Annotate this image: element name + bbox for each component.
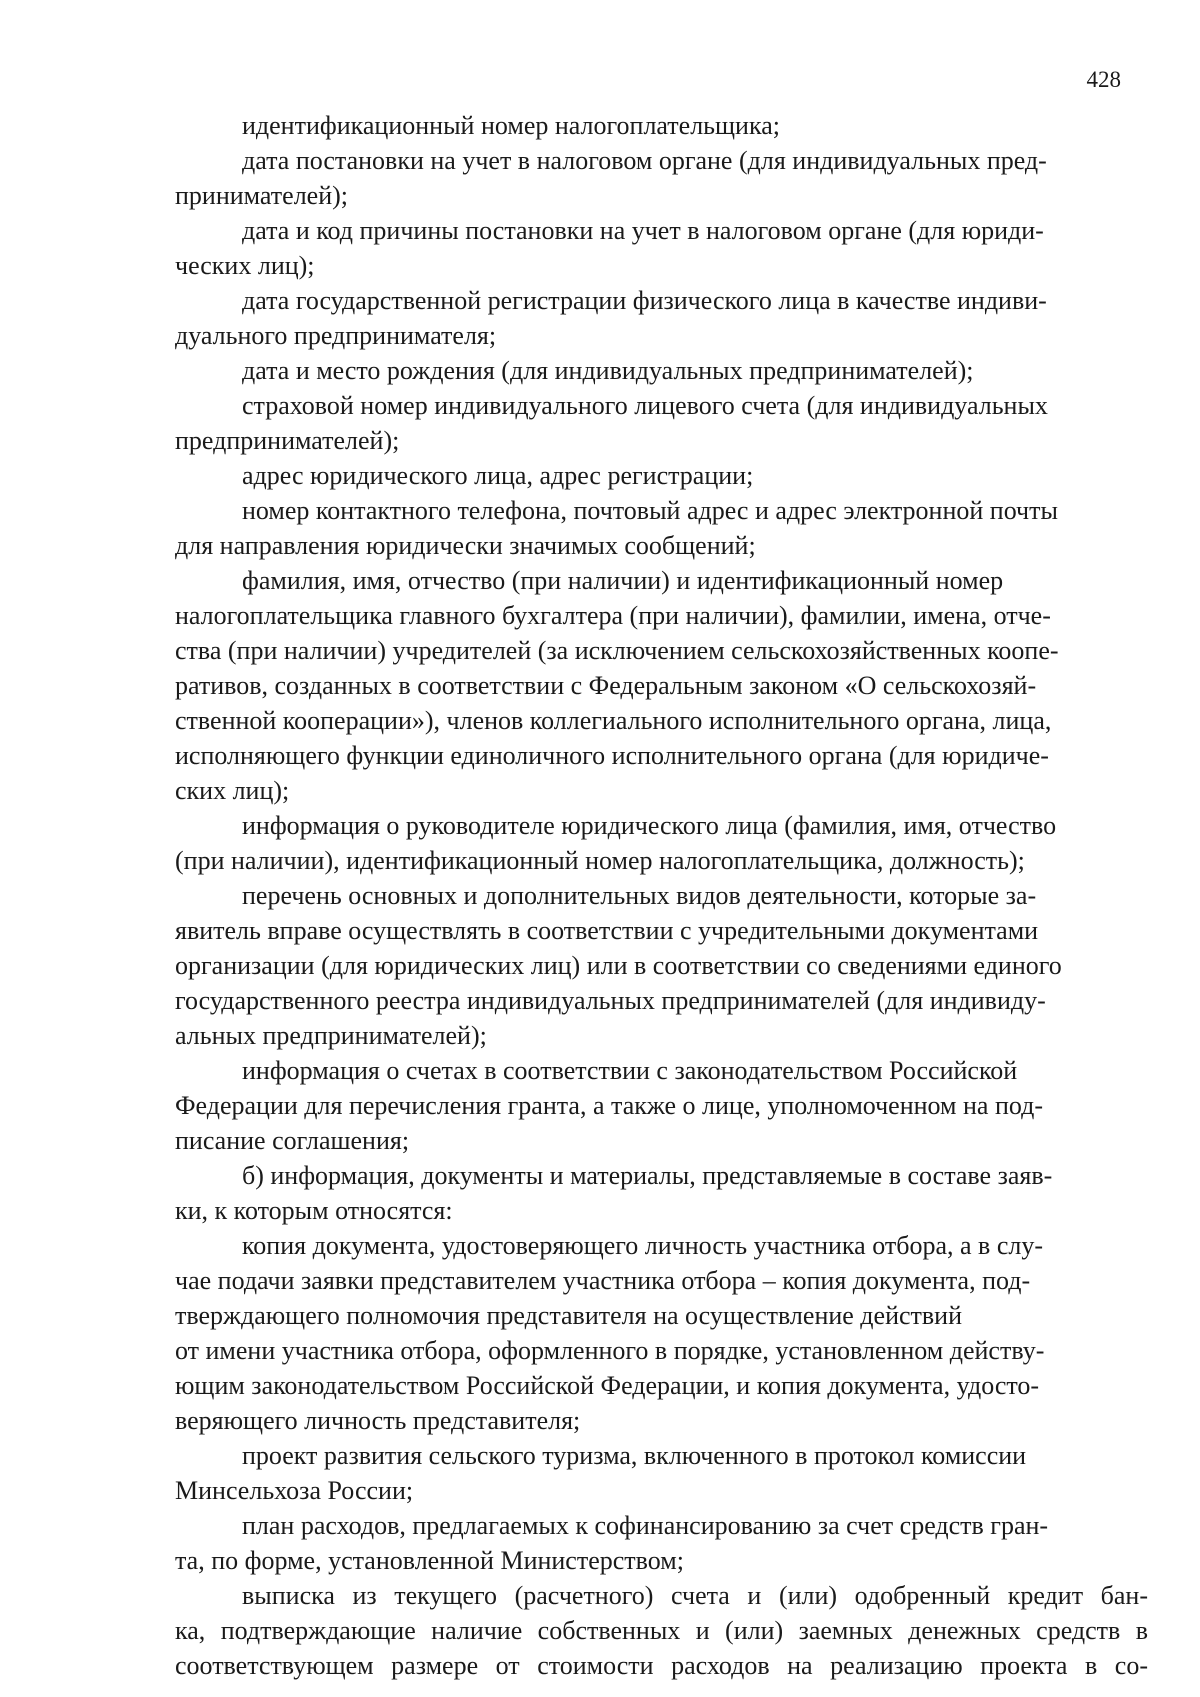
paragraph-address: адрес юридического лица, адрес регистрации; [242, 461, 754, 490]
document-body [175, 108, 1148, 1683]
paragraph-expense-plan: план расходов, предлагаемых к софинансированию за счет средств гран- та, по форме, установленной Министерством; [175, 1511, 1049, 1575]
paragraph-activity-types: перечень основных и дополнительных видов деятельности, которые за- явитель вправе осуществлять в соответствии с учредительными документами организации (для юридических лиц) или в соответствии со сведениями единого государственного реестра индивидуальных предпринимателей (для индивиду- альных предпринимателей); [175, 881, 1062, 1050]
paragraph-contacts: номер контактного телефона, почтовый адрес и адрес электронной почты для направления юридически значимых сообщений; [175, 496, 1058, 560]
paragraph-identity-documents: копия документа, удостоверяющего личность участника отбора, а в слу- чае подачи заявки представителем участника отбора – копия документа, под- тверждающего полномочия представителя на осуществление действий от имени участника отбора, оформленного в порядке, установленном действу- ющим законодательством Российской Федерации, и копия документа, удосто- веряющего личность представителя; [175, 1231, 1045, 1435]
paragraph-tourism-project: проект развития сельского туризма, включенного в протокол комиссии Минсельхоза России; [175, 1441, 1027, 1505]
paragraph-accounts-info: информация о счетах в соответствии с законодательством Российской Федерации для перечисления гранта, а также о лице, уполномоченном на под- писание соглашения; [175, 1056, 1044, 1155]
paragraph-registration-code-ul: дата и код причины постановки на учет в налоговом органе (для юриди- ческих лиц); [175, 216, 1044, 280]
paragraph-head-info: информация о руководителе юридического лица (фамилия, имя, отчество (при наличии), идентификационный номер налогоплательщика, должность); [175, 811, 1057, 875]
paragraph-birth-date-place: дата и место рождения (для индивидуальных предпринимателей); [242, 356, 974, 385]
paragraph-registration-date-ip: дата постановки на учет в налоговом органе (для индивидуальных пред- принимателей); [175, 146, 1047, 210]
page-number: 428 [1086, 67, 1121, 92]
paragraph-inn: идентификационный номер налогоплательщика; [242, 111, 780, 140]
paragraph-snils: страховой номер индивидуального лицевого счета (для индивидуальных предпринимателей); [175, 391, 1048, 455]
paragraph-section-b: б) информация, документы и материалы, представляемые в составе заяв- ки, к которым относятся: [175, 1161, 1053, 1225]
paragraph-state-registration-date: дата государственной регистрации физического лица в качестве индиви- дуального предпринимателя; [175, 286, 1047, 350]
paragraph-accountant-founders: фамилия, имя, отчество (при наличии) и идентификационный номер налогоплательщика главного бухгалтера (при наличии), фамилии, имена, отче- ства (при наличии) учредителей (за исключением сельскохозяйственных коопе- ративов, созданных в соответствии с Федеральным законом «О сельскохозяй- ственной кооперации»), членов коллегиального исполнительного органа, лица, исполняющего функции единоличного исполнительного органа (для юридиче- ских лиц); [175, 566, 1059, 805]
paragraph-bank-statement: выписка из текущего (расчетного) счета и (или) одобренный кредит бан- ка, подтверждающие наличие собственных и (или) заемных денежных средств в соответствующем размере от стоимости расходов на реализацию проекта в со- [175, 1581, 1148, 1680]
